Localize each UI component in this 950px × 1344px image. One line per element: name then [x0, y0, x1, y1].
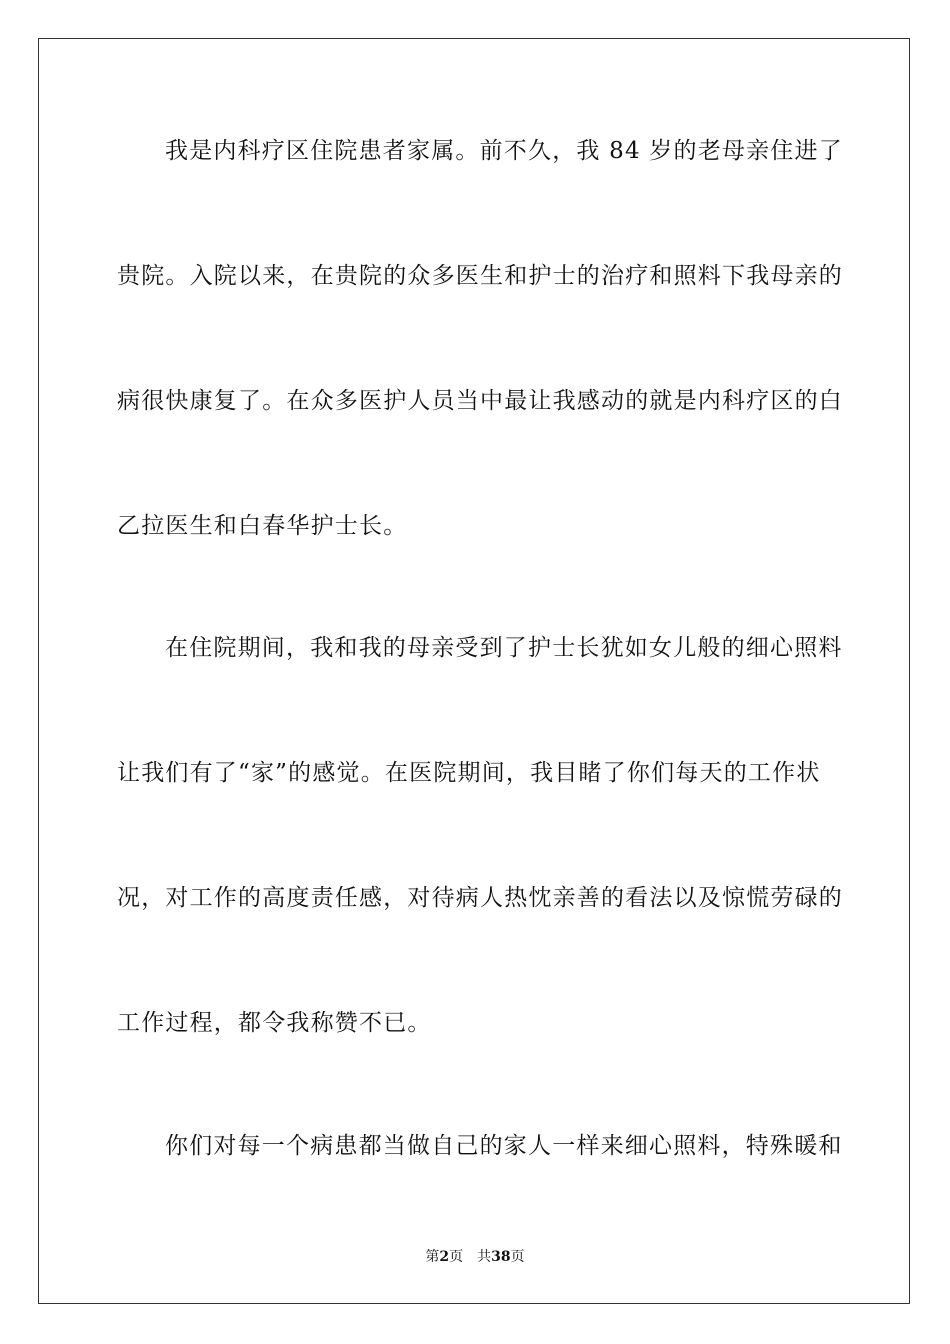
total-prefix: 共: [477, 1249, 492, 1265]
paragraph-1-line-1: 我是内科疗区住院患者家属。前不久，我 84 岁的老母亲住进了: [165, 138, 843, 164]
page-footer: [0, 1248, 950, 1266]
total-pages: 38: [491, 1249, 511, 1265]
page-border: [38, 38, 910, 1304]
page-prefix: 第: [425, 1249, 440, 1265]
paragraph-2-line-2: 让我们有了“家”的感觉。在医院期间，我目睹了你们每天的工作状: [117, 760, 821, 786]
page-number: 2: [439, 1249, 450, 1265]
paragraph-3-line-1: 你们对每一个病患都当做自己的家人一样来细心照料，特殊暖和: [165, 1133, 843, 1159]
paragraph-2-line-3: 况，对工作的高度责任感，对待病人热忱亲善的看法以及惊慌劳碌的: [117, 885, 843, 911]
paragraph-1-line-3: 病很快康复了。在众多医护人员当中最让我感动的就是内科疗区的白: [117, 388, 843, 414]
paragraph-2-line-4: 工作过程，都令我称赞不已。: [117, 1010, 432, 1036]
paragraph-1-line-4: 乙拉医生和白春华护士长。: [117, 513, 408, 539]
paragraph-1-line-2: 贵院。入院以来，在贵院的众多医生和护士的治疗和照料下我母亲的: [117, 263, 843, 289]
paragraph-2-line-1: 在住院期间，我和我的母亲受到了护士长犹如女儿般的细心照料: [165, 635, 843, 661]
page-suffix: 页: [449, 1249, 464, 1265]
total-suffix: 页: [510, 1249, 525, 1265]
